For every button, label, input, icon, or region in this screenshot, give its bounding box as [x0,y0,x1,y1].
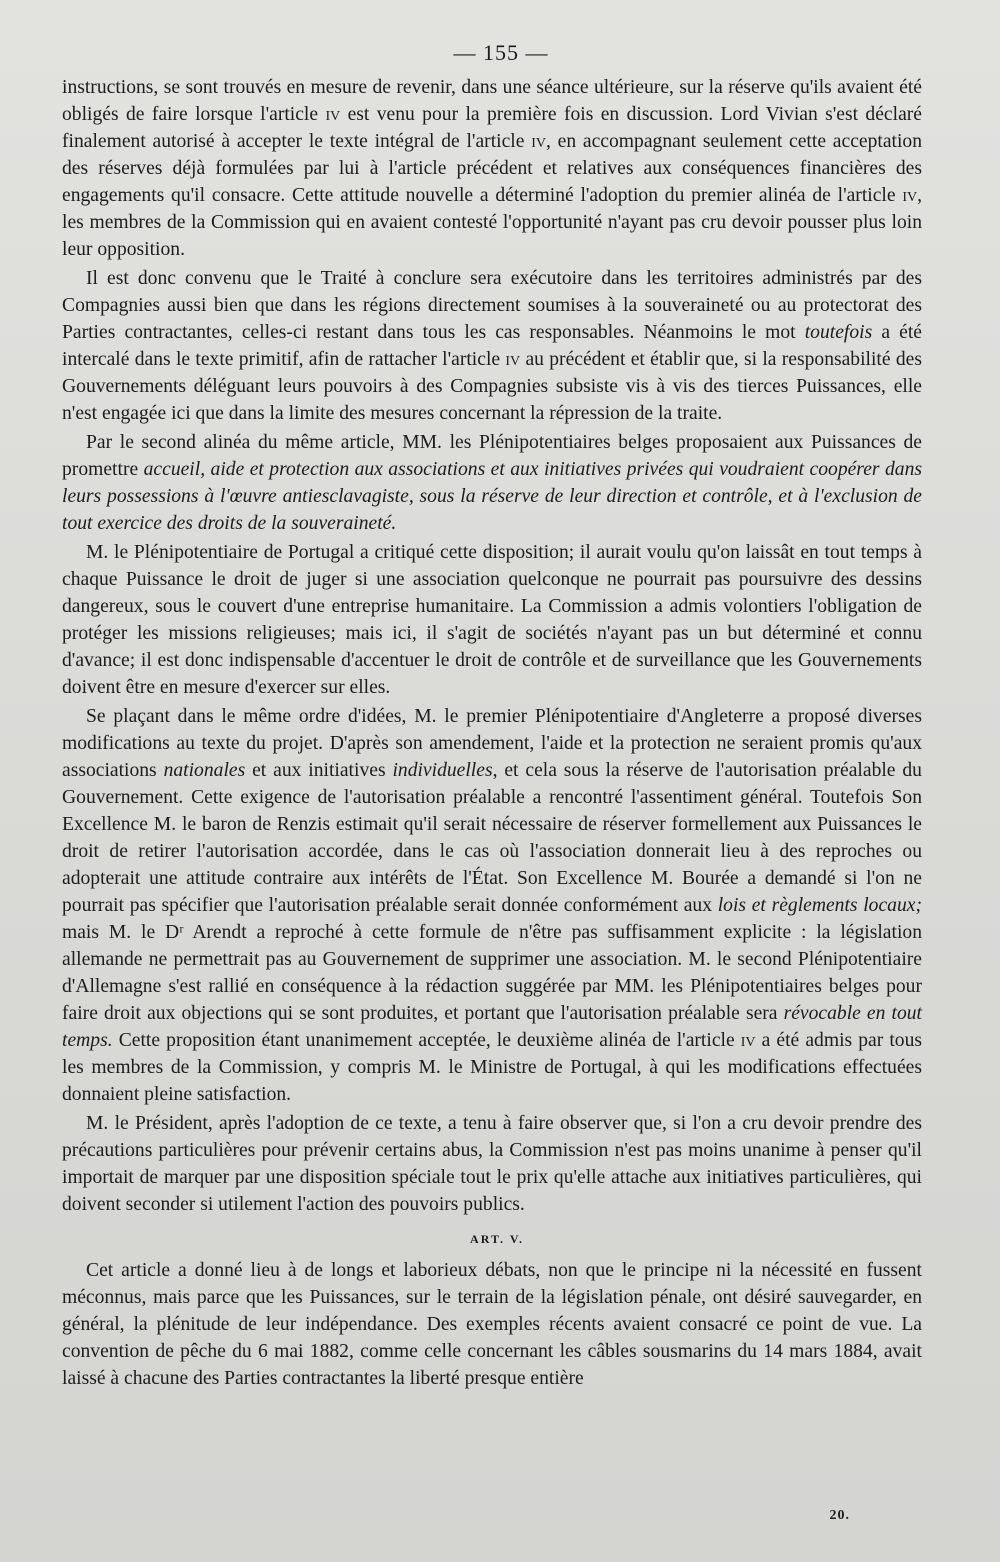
text-run: accueil, aide et protection aux associations et aux initiatives privées qui voudraient coopérer dans leurs possessions à l'œuvre antiesclavagiste, sous la réserve de leur direction et contrôle, et à l'exclusion de tout exercice des droits de la souveraineté. [62,459,922,534]
text-run: a été admis par tous les membres de la Commission, y compris M. le Ministre de Portugal, à qui les modifications effectuées donnaient pleine satisfaction. [62,1030,922,1105]
paragraph-p6 [62,1110,922,1218]
text-run: iv [740,1030,756,1051]
text-run: Cette proposition étant unanimement acceptée, le deuxième alinéa de l'article [112,1030,741,1051]
paragraph-p1 [62,74,922,263]
text-run: Par le second alinéa du même article, MM. les Plénipotentiaires belges proposaient aux Puissances de promettre [62,432,922,480]
text-run: est venu pour la première fois en discussion. Lord Vivian s'est déclaré finalement autorisé à accepter le texte intégral de l'article [62,104,922,152]
text-run: , en accompagnant seulement cette acceptation des réserves déjà formulées par lui à l'article précédent et relatives aux conséquences financières des engagements qu'il consacre. Cette attitude nouvelle a déterminé l'adoption du premier alinéa de l'article [62,131,922,206]
text-run: nationales [163,760,246,781]
text-run: M. le Plénipotentiaire de Portugal a critiqué cette disposition; il aurait voulu qu'on laissât en tout temps à chaque Puissance le droit de juger si une association quelconque ne pourrait pas poursuivre des dessins dangereux, sous le couvert d'une entreprise humanitaire. La Commission a admis volontiers l'obligation de protéger les missions religieuses; mais ici, il s'agit de sociétés n'ayant pas un but déterminé et connu d'avance; il est donc indispensable d'accentuer le droit de contrôle et de surveillance que les Gouvernements doivent être en mesure d'exercer sur elles. [62,542,922,698]
text-run: iv [505,349,521,370]
text-run: iv [531,131,546,152]
paragraph-p2 [62,265,922,427]
body-text [62,74,922,1218]
text-run: Se plaçant dans le même ordre d'idées, M. le premier Plénipotentiaire d'Angleterre a proposé diverses modifications au texte du projet. D'après son amendement, l'aide et la protection ne seraient promis qu'aux associations [62,706,922,781]
text-run: instructions, se sont trouvés en mesure de revenir, dans une séance ultérieure, sur la réserve qu'ils avaient été obligés de faire lorsque l'article [62,77,922,125]
text-run: , les membres de la Commission qui en avaient contesté l'opportunité n'ayant pas cru devoir pousser plus loin leur opposition. [62,185,922,260]
text-run: Cet article a donné lieu à de longs et laborieux débats, non que le principe ni la nécessité en fussent méconnus, mais parce que les Puissances, sur le terrain de la législation pénale, ont désiré sauvegarder, en général, la plénitude de leur indépendance. Des exemples récents avaient consacré ce point de vue. La convention de pêche du 6 mai 1882, comme celle concernant les câbles sousmarins du 14 mars 1884, avait laissé à chacune des Parties contractantes la liberté presque entière [62,1260,922,1389]
page-number: — 155 — [453,40,549,65]
text-run: révocable en tout temps. [62,1003,922,1051]
text-run: Il est donc convenu que le Traité à conclure sera exécutoire dans les territoires administrés par des Compagnies aussi bien que dans les régions directement soumises à la souveraineté ou au protectorat des Parties contractantes, celles-ci restant dans tous les cas responsables. Néanmoins le mot [62,268,922,343]
signature-mark: 20. [829,1508,850,1523]
text-run: iv [325,104,341,125]
text-run: mais M. le Dʳ Arendt a reproché à cette formule de n'être pas suffisamment explicite : la législation allemande ne permettrait pas au Gouvernement de supprimer une association. M. le second Plénipotentiaire d'Allemagne s'est rallié en conséquence à la rédaction suggérée par MM. les Plénipotentiaires belges pour faire droit aux objections qui se sont produites, et portant que l'autorisation préalable sera [62,922,922,1024]
text-run: individuelles [392,760,493,781]
text-run: toutefois [804,322,873,343]
article-heading: ART. V. [470,1232,524,1246]
paragraph-p3 [62,429,922,537]
body-text-continued [62,1257,922,1392]
text-run: au précédent et établir que, si la responsabilité des Gouvernements déléguant leurs pouvoirs à des Compagnies subsiste vis à vis des tierces Puissances, elle n'est engagée ici que dans la limite des mesures concernant la répression de la traite. [62,349,922,424]
paragraph-p4 [62,539,922,701]
text-run: M. le Président, après l'adoption de ce texte, a tenu à faire observer que, si l'on a cru devoir prendre des précautions particulières pour prévenir certains abus, la Commission n'est pas moins unanime à penser qu'il importait de marquer par une disposition spéciale tout le prix qu'elle attache aux initiatives particulières, qui doivent seconder si utilement l'action des pouvoirs publics. [62,1113,922,1215]
paragraph-p7 [62,1257,922,1392]
text-run: a été intercalé dans le texte primitif, afin de rattacher l'article [62,322,922,370]
text-run: lois et règlements locaux; [717,895,922,916]
text-run: et aux initiatives [245,760,393,781]
text-run: , et cela sous la réserve de l'autorisation préalable du Gouvernement. Cette exigence de l'autorisation préalable a rencontré l'assentiment général. Toutefois Son Excellence M. le baron de Renzis estimait qu'il serait nécessaire de réserver formellement aux Puissances le droit de retirer l'autorisation accordée, dans le cas où l'association donnerait lieu à des reproches ou adopterait une attitude contraire aux intérêts de l'État. Son Excellence M. Bourée a demandé si l'on ne pourrait pas spécifier que l'autorisation préalable serait donnée conformément aux [62,760,922,916]
text-run: iv [902,185,918,206]
paragraph-p5 [62,703,922,1108]
